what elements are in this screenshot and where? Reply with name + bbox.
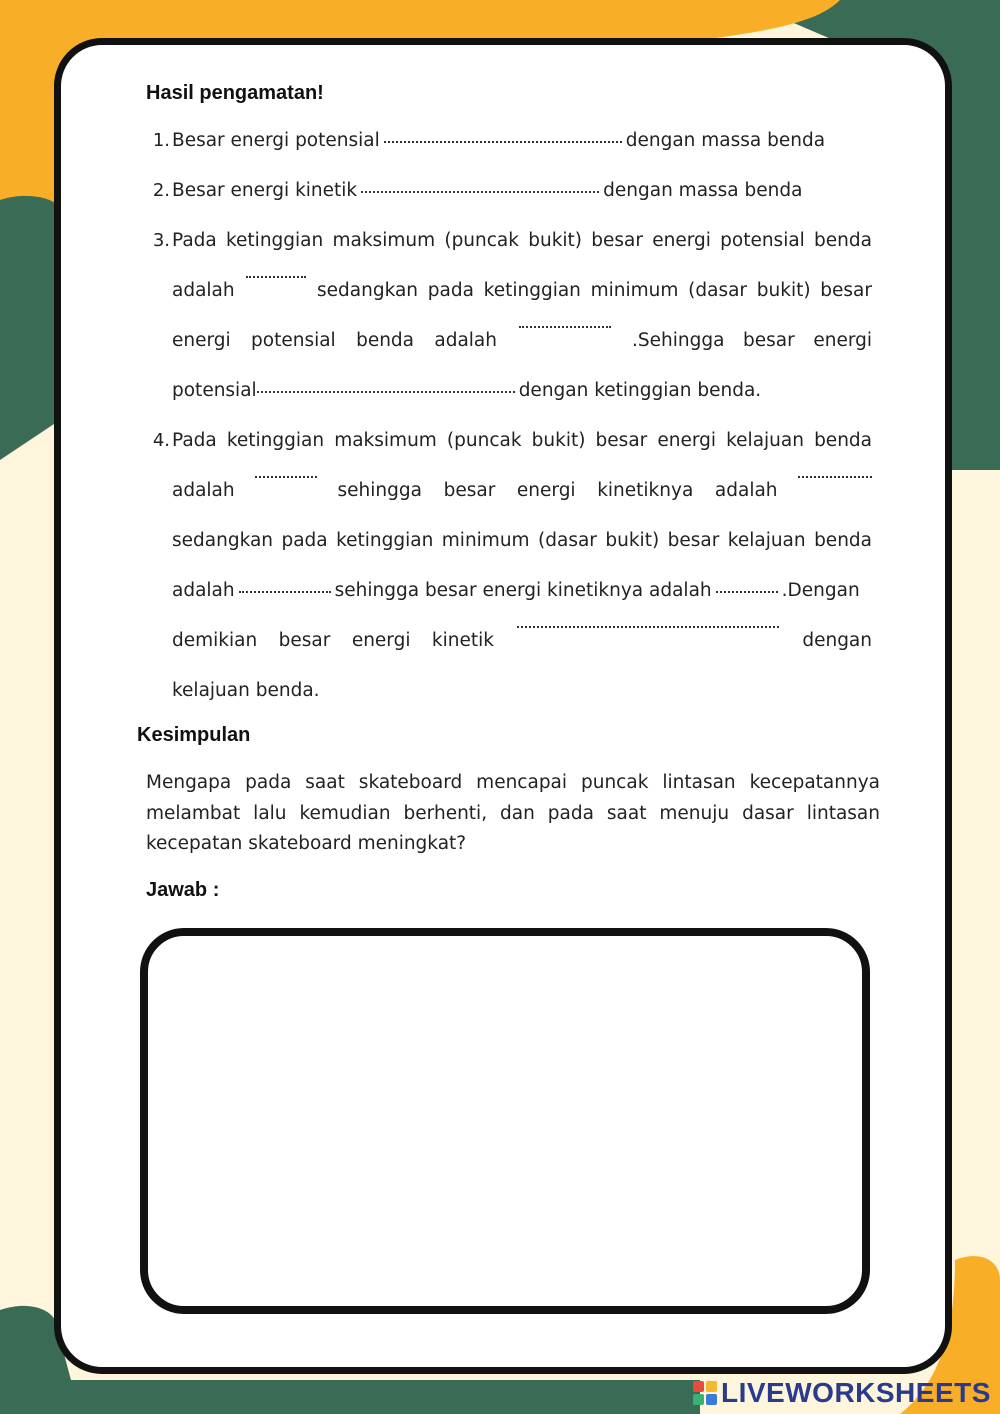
- item-text: kelajuan benda.: [172, 680, 320, 701]
- item-text: adalah: [172, 280, 235, 301]
- item-text: dengan massa benda: [603, 180, 803, 201]
- logo-icon: [693, 1381, 717, 1405]
- list-item: [172, 429, 872, 453]
- logo-text: LIVEWORKSHEETS: [721, 1377, 991, 1408]
- list-item: [172, 379, 761, 403]
- item-text: dengan: [802, 630, 872, 651]
- item-text: energi potensial benda adalah: [172, 330, 497, 351]
- liveworksheets-logo: [693, 1377, 991, 1409]
- item-text: Pada ketinggian maksimum (puncak bukit) besar energi kelajuan benda: [172, 430, 872, 451]
- item-number: 3.: [152, 230, 170, 251]
- list-item: [172, 129, 825, 153]
- answer-label: Jawab :: [146, 879, 220, 901]
- list-item: [172, 629, 872, 653]
- list-item: [172, 529, 872, 553]
- blank-field[interactable]: [798, 476, 872, 478]
- list-item: [172, 679, 320, 703]
- item-text: potensial: [172, 380, 257, 401]
- list-item: [172, 179, 802, 203]
- blank-field[interactable]: [257, 391, 515, 393]
- conclusion-title: Kesimpulan: [137, 724, 251, 746]
- item-text: .Sehingga besar energi: [632, 330, 872, 351]
- conclusion-question: Mengapa pada saat skateboard mencapai puncak lintasan kecepatannya melambat lalu kemudian berhenti, dan pada saat menuju dasar lintasan kecepatan skateboard meningkat?: [146, 772, 880, 854]
- list-item: [172, 279, 872, 303]
- item-number: 4.: [152, 430, 170, 451]
- item-text: Pada ketinggian maksimum (puncak bukit) besar energi potensial benda: [172, 230, 872, 251]
- answer-textarea[interactable]: [140, 928, 870, 1314]
- item-text: sedangkan pada ketinggian minimum (dasar bukit) besar: [317, 280, 872, 301]
- item-text: Besar energi potensial: [172, 130, 380, 151]
- blank-field[interactable]: [384, 141, 622, 143]
- blank-field[interactable]: [239, 591, 331, 593]
- item-text: adalah: [172, 580, 235, 601]
- blank-field[interactable]: [255, 476, 317, 478]
- observations-title: Hasil pengamatan!: [146, 82, 324, 104]
- item-text: dengan ketinggian benda.: [518, 380, 762, 401]
- blank-field[interactable]: [517, 626, 779, 628]
- item-text: .Dengan: [781, 580, 860, 601]
- item-text: sedangkan pada ketinggian minimum (dasar bukit) besar kelajuan benda: [172, 530, 872, 551]
- list-item: [172, 579, 860, 603]
- item-number: 1.: [152, 130, 170, 151]
- list-item: [172, 329, 872, 353]
- item-text: sehingga besar energi kinetiknya adalah: [337, 480, 778, 501]
- blank-field[interactable]: [361, 191, 599, 193]
- blank-field[interactable]: [716, 591, 778, 593]
- list-item: [172, 229, 872, 253]
- item-text: demikian besar energi kinetik: [172, 630, 494, 651]
- item-text: Besar energi kinetik: [172, 180, 358, 201]
- item-text: dengan massa benda: [625, 130, 826, 151]
- list-item: [172, 479, 872, 503]
- item-number: 2.: [152, 180, 170, 201]
- item-text: sehingga besar energi kinetiknya adalah: [334, 580, 712, 601]
- item-text: adalah: [172, 480, 235, 501]
- blank-field[interactable]: [246, 276, 306, 278]
- blank-field[interactable]: [519, 326, 611, 328]
